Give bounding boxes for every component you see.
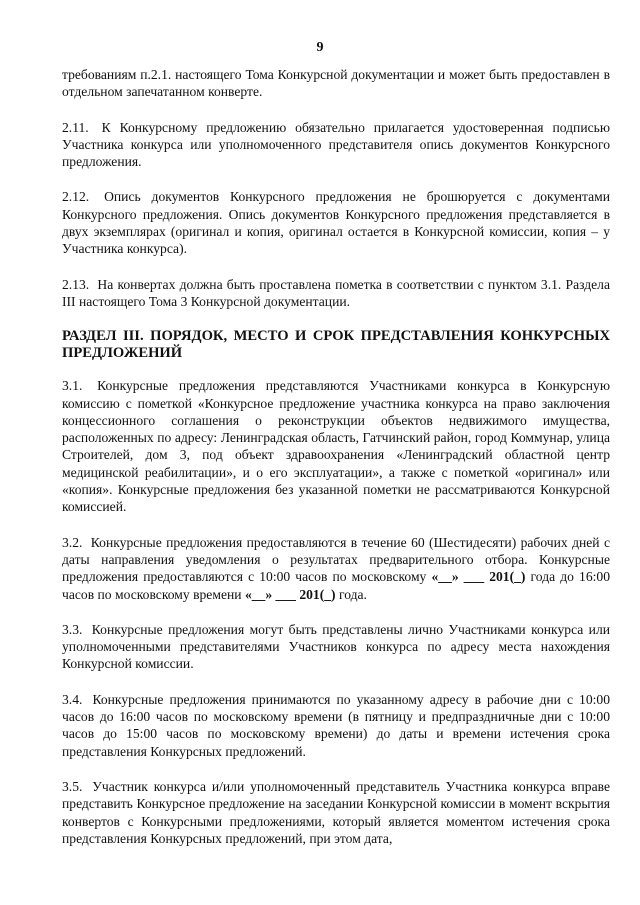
paragraph-number: 2.13.	[62, 276, 90, 292]
paragraph-2-12	[62, 188, 610, 257]
page-number: 9	[316, 40, 324, 55]
paragraph-3-1	[62, 377, 610, 515]
paragraph-3-5	[62, 778, 610, 847]
paragraph-3-3	[62, 621, 610, 673]
section-heading: РАЗДЕЛ III. ПОРЯДОК, МЕСТО И СРОК ПРЕДСТАВЛЕНИЯ КОНКУРСНЫХ ПРЕДЛОЖЕНИЙ	[62, 328, 610, 362]
paragraph-2-11	[62, 119, 610, 171]
paragraph-text: года.	[338, 586, 367, 602]
paragraph-number: 3.3.	[62, 621, 83, 637]
paragraph-number: 3.2.	[62, 534, 83, 550]
paragraph-2-13	[62, 276, 610, 311]
date-blank-end: «__» ___ 201(_)	[244, 586, 336, 602]
paragraph-text: требованиям п.2.1. настоящего Тома Конкурсной документации и может быть предоставлен в отдельном запечатанном конверте.	[62, 67, 610, 100]
paragraph-number: 3.1.	[62, 378, 83, 394]
paragraph-2-10-continuation	[62, 66, 610, 101]
paragraph-text: Опись документов Конкурсного предложения не брошюруется с документами Конкурсного предложения. Опись документов Конкурсного предложения представляется в двух экземплярах (оригинал и копия, оригинал остается в Конкурсной комиссии, копия – у Участника конкурса).	[62, 189, 610, 257]
document-body	[62, 66, 610, 865]
paragraph-number: 2.11.	[62, 119, 89, 135]
date-blank-start: «__» ___ 201(_)	[431, 569, 526, 585]
paragraph-text: К Конкурсному предложению обязательно прилагается удостоверенная подписью Участника конкурса или уполномоченного представителя опись документов Конкурсного предложения.	[62, 119, 610, 170]
paragraph-text: Конкурсные предложения представляются Участниками конкурса в Конкурсную комиссию с пометкой «Конкурсное предложение участника конкурса на право заключения концессионного соглашения о реконструкции объектов недвижимого имущества, расположенных по адресу: Ленинградская область, Гатчинский район, город Коммунар, улица Строителей, дом 3, под объект здравоохранения «Ленинградский областной центр медицинской реабилитации», и о его эксплуатации», а также с пометкой «оригинал» или «копия». Конкурсные предложения без указанной пометки не рассматриваются Конкурсной комиссией.	[62, 378, 610, 515]
paragraph-text: года до 16:00 часов по московскому времени	[62, 569, 610, 602]
paragraph-3-4	[62, 691, 610, 760]
paragraph-text: Участник конкурса и/или уполномоченный представитель Участника конкурса вправе представить Конкурсное предложение на заседании Конкурсной комиссии в момент вскрытия конвертов с Конкурсными предложениями, который является моментом истечения срока представления Конкурсных предложений, при этом дата,	[62, 778, 610, 846]
paragraph-text: На конвертах должна быть проставлена пометка в соответствии с пунктом 3.1. Раздела III настоящего Тома 3 Конкурсной документации.	[62, 276, 611, 309]
paragraph-number: 3.5.	[62, 778, 83, 794]
paragraph-3-2	[62, 534, 610, 603]
paragraph-text: Конкурсные предложения предоставляются в течение 60 (Шестидесяти) рабочих дней с даты направления уведомления о результатах предварительного отбора. Конкурсные предложения предоставляются с 10:00 часов по московскому	[62, 534, 610, 585]
paragraph-text: Конкурсные предложения принимаются по указанному адресу в рабочие дни с 10:00 часов до 16:00 часов по московскому времени (в пятницу и предпраздничные дни с 10:00 часов до 15:00 часов по московскому времени) до даты и времени истечения срока представления Конкурсных предложений.	[62, 691, 611, 759]
paragraph-number: 3.4.	[62, 691, 83, 707]
paragraph-number: 2.12.	[62, 189, 90, 205]
paragraph-text: Конкурсные предложения могут быть представлены лично Участниками конкурса или уполномоченными представителями Участников конкурса по адресу места нахождения Конкурсной комиссии.	[62, 621, 610, 672]
